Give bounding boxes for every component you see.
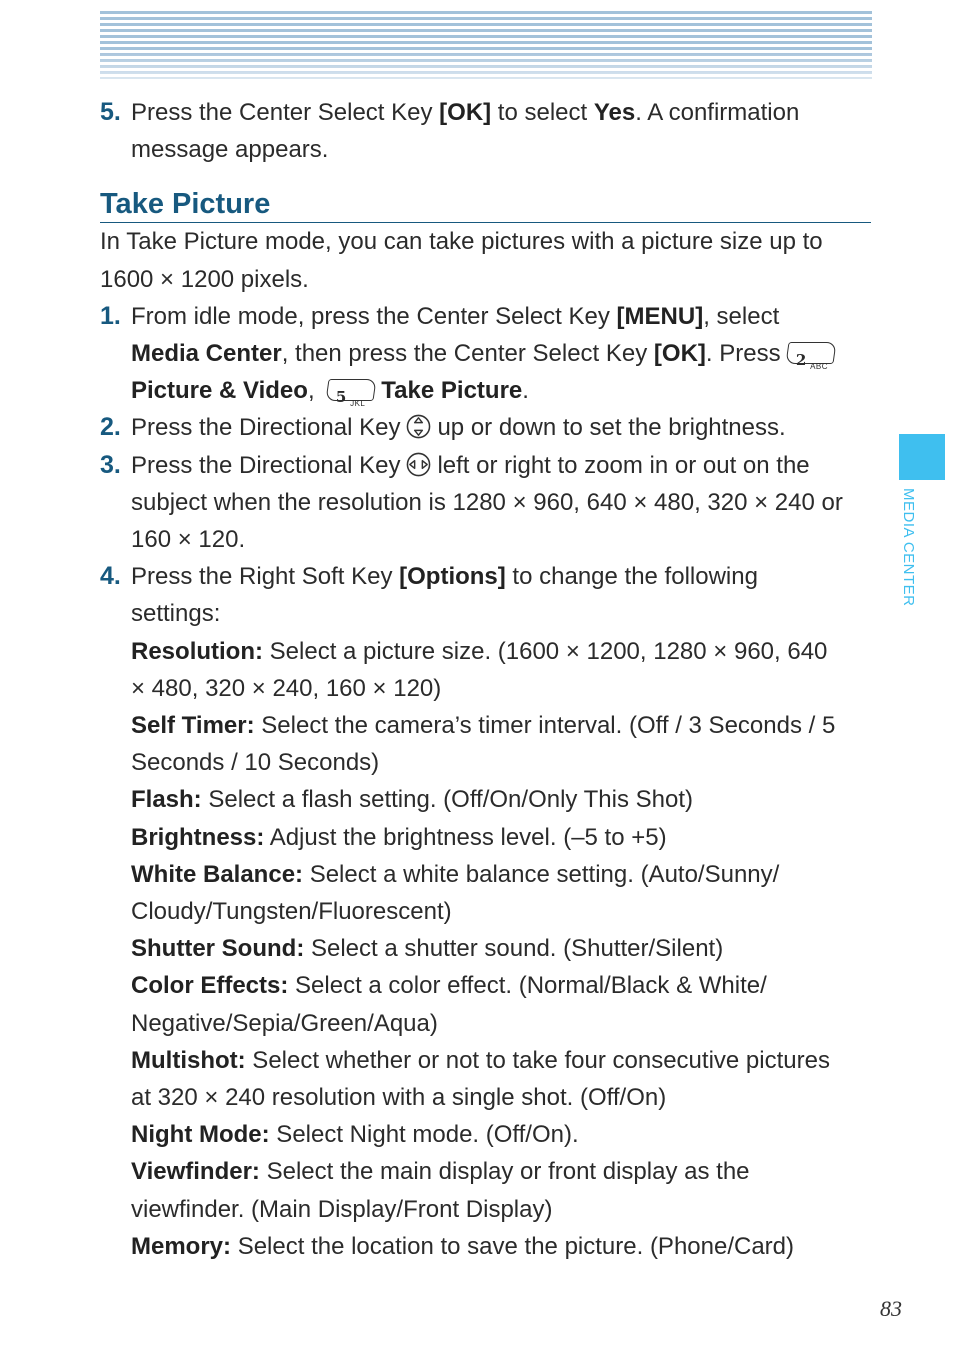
setting-night-mode	[100, 1116, 880, 1153]
step-4-line-1	[100, 558, 880, 595]
text: Select the main display or front display as the	[259, 1158, 750, 1186]
setting-shutter-sound	[100, 930, 880, 967]
key-label: [Options]	[399, 563, 506, 591]
setting-resolution-cont: × 480, 320 × 240, 160 × 120)	[131, 674, 442, 702]
text: Select a shutter sound. (Shutter/Silent)	[304, 935, 724, 963]
key-number: 5	[336, 388, 347, 407]
text: Select a color effect. (Normal/Black & White/	[288, 972, 767, 1000]
intro-line-1: In Take Picture mode, you can take pictures with a picture size up to	[100, 228, 823, 256]
text: Select whether or not to take four consecutive pictures	[245, 1046, 830, 1074]
key-2-icon	[785, 342, 836, 372]
text: .	[522, 377, 529, 405]
step-number: 5.	[100, 98, 121, 126]
chapter-tab	[899, 434, 945, 480]
key-label: [OK]	[439, 99, 492, 126]
text: Select Night mode. (Off/On).	[269, 1121, 579, 1149]
step-number: 3.	[100, 450, 121, 479]
setting-brightness	[100, 819, 880, 856]
key-letters: JKL	[350, 399, 366, 409]
setting-white-balance	[100, 856, 880, 893]
text: Select a picture size. (1600 × 1200, 1280 × 960, 640	[263, 637, 828, 665]
step-number: 4.	[100, 562, 121, 591]
updown-directional-key-icon	[406, 414, 431, 439]
setting-self-timer-cont: Seconds / 10 Seconds)	[131, 749, 380, 777]
setting-label: Self Timer:	[131, 712, 255, 740]
setting-label: Multishot:	[131, 1046, 246, 1074]
setting-multishot-cont: at 320 × 240 resolution with a single shot. (Off/On)	[131, 1084, 667, 1112]
text: Press the Center Select Key	[131, 99, 440, 126]
setting-label: Viewfinder:	[131, 1158, 260, 1186]
page-content	[100, 94, 880, 1265]
menu-label: Take Picture	[381, 377, 523, 405]
text: From idle mode, press the Center Select Key	[131, 302, 617, 330]
setting-color-effects-cont: Negative/Sepia/Green/Aqua)	[131, 1009, 438, 1037]
chapter-label: MEDIA CENTER	[900, 488, 917, 607]
setting-label: Flash:	[131, 786, 202, 814]
header-decorative-band	[100, 11, 872, 79]
menu-label: Picture & Video	[131, 377, 308, 405]
menu-label: Media Center	[131, 340, 282, 368]
intro-line-2: 1600 × 1200 pixels.	[100, 265, 309, 293]
text: Press the Directional Key	[131, 451, 401, 479]
setting-color-effects	[100, 967, 880, 1004]
setting-label: Shutter Sound:	[131, 935, 305, 963]
step-1-line-3	[100, 372, 880, 409]
page-number: 83	[880, 1296, 902, 1321]
text: . A confirmation	[635, 99, 800, 126]
text: Select the location to save the picture. (Phone/Card)	[231, 1232, 795, 1260]
text: Press the Directional Key	[131, 414, 401, 442]
setting-multishot	[100, 1042, 880, 1079]
setting-memory	[100, 1228, 880, 1265]
step-number: 2.	[100, 413, 121, 442]
text: Adjust the brightness level. (–5 to +5)	[264, 823, 667, 851]
key-number: 2	[795, 351, 806, 370]
setting-label: Memory:	[131, 1232, 232, 1260]
setting-self-timer	[100, 707, 880, 744]
setting-resolution	[100, 633, 880, 670]
key-letters: ABC	[809, 362, 828, 372]
step-3-line-1	[100, 447, 880, 484]
leftright-directional-key-icon	[406, 452, 431, 477]
setting-label: Color Effects:	[131, 972, 289, 1000]
step-3-line-2: subject when the resolution is 1280 × 960, 640 × 480, 320 × 240 or	[131, 488, 843, 516]
key-label: [OK]	[653, 340, 706, 368]
text: , then press the Center Select Key	[281, 340, 654, 368]
setting-viewfinder	[100, 1153, 880, 1190]
setting-label: Resolution:	[131, 637, 263, 665]
step-5-line-1	[100, 94, 880, 131]
setting-viewfinder-cont: viewfinder. (Main Display/Front Display)	[131, 1195, 553, 1223]
text: to change the following	[505, 563, 758, 591]
text: to select	[491, 99, 594, 126]
key-label: [MENU]	[616, 302, 704, 330]
text: left or right to zoom in or out on the	[437, 451, 810, 479]
text: Select a white balance setting. (Auto/Sunny/	[303, 860, 780, 888]
text: up or down to set the brightness.	[437, 414, 786, 442]
key-5-icon	[326, 379, 377, 409]
setting-flash	[100, 781, 880, 818]
step-2-line-1	[100, 409, 880, 446]
step-number: 1.	[100, 301, 121, 330]
text: . Press	[705, 340, 781, 368]
step-1-line-2	[100, 335, 880, 372]
step-5-line-2: message appears.	[131, 136, 329, 164]
section-title: Take Picture	[100, 186, 871, 223]
text: Select the camera’s timer interval. (Off / 3 Seconds / 5	[254, 712, 836, 740]
step-4-line-2: settings:	[131, 600, 221, 628]
text: Select a flash setting. (Off/On/Only This Shot)	[201, 786, 694, 814]
setting-label: White Balance:	[131, 860, 304, 888]
text: Press the Right Soft Key	[131, 563, 400, 591]
option-label: Yes	[593, 99, 636, 126]
step-3-line-3: 160 × 120.	[131, 526, 246, 554]
setting-label: Night Mode:	[131, 1121, 270, 1149]
setting-white-balance-cont: Cloudy/Tungsten/Fluorescent)	[131, 898, 452, 926]
step-1-line-1	[100, 298, 880, 335]
setting-label: Brightness:	[131, 823, 265, 851]
text: ,	[307, 377, 322, 405]
text: , select	[703, 302, 780, 330]
